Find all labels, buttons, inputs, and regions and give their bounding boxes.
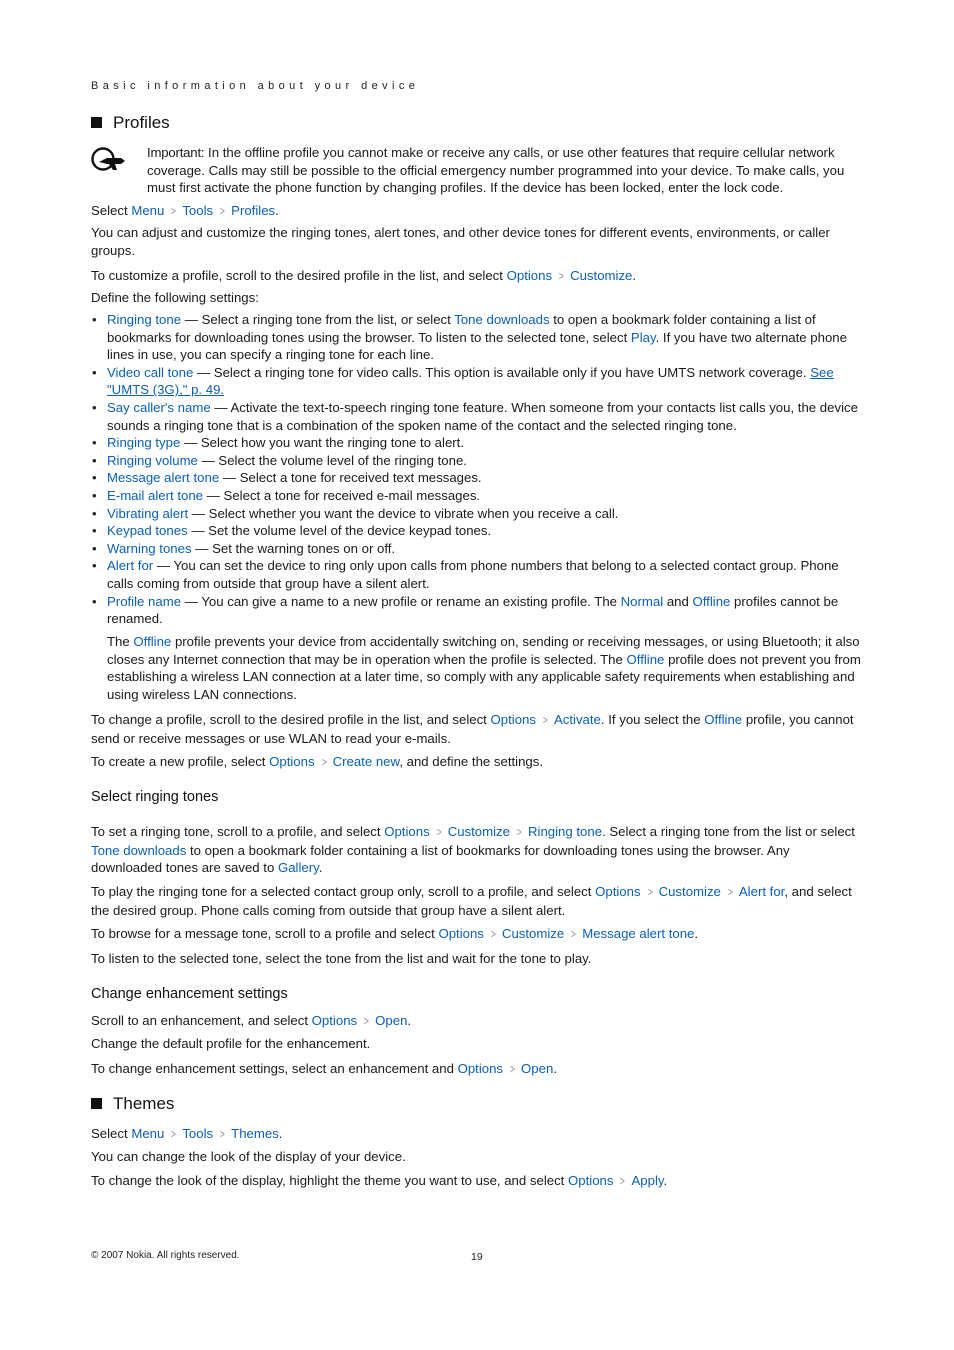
- keypad-tones-term[interactable]: Keypad tones: [107, 523, 188, 539]
- offline-link[interactable]: Offline: [692, 593, 731, 609]
- offline-paragraph: The Offline profile prevents your device from accidentally switching on, sending or receiving messages, or using Bluetooth; it also closes any Internet connection that may be in operation when the profile is selected. The Offline profile does not prevent you from establishing a wireless LAN connection at a later time, so comply with any applicable safety requirements when establishing and using wireless LAN connections.: [107, 634, 861, 702]
- chevron-right-icon: >: [220, 1127, 225, 1141]
- tools-link[interactable]: Tools: [182, 1126, 214, 1141]
- important-note: [147, 144, 864, 197]
- select-themes-path: Select Menu > Tools > Themes.: [91, 1125, 864, 1144]
- ringing-tone-link[interactable]: Ringing tone: [528, 824, 603, 839]
- vibrating-alert-term[interactable]: Vibrating alert: [107, 505, 189, 521]
- apply-link[interactable]: Apply: [631, 1173, 664, 1188]
- email-alert-tone-term[interactable]: E-mail alert tone: [107, 487, 204, 503]
- listen-paragraph: To listen to the selected tone, select the tone from the list and wait for the tone to play.: [91, 951, 592, 966]
- subsection-title-enhancement: Change enhancement settings: [91, 986, 288, 1002]
- customize-link[interactable]: Customize: [658, 884, 721, 899]
- options-link[interactable]: Options: [438, 926, 484, 941]
- section-title-profiles: Profiles: [91, 113, 170, 133]
- settings-list: [91, 311, 864, 628]
- video-call-tone-term[interactable]: Video call tone: [107, 364, 194, 380]
- section-square-icon: [91, 1098, 102, 1109]
- tools-link[interactable]: Tools: [182, 203, 214, 218]
- customize-intro: To customize a profile, scroll to the desired profile in the list, and select Options > Customize.: [91, 267, 864, 286]
- themes-look-paragraph: You can change the look of the display of your device.: [91, 1149, 406, 1164]
- see-link[interactable]: See: [810, 364, 834, 380]
- say-callers-name-term[interactable]: Say caller's name: [107, 399, 211, 415]
- ringing-tone-term[interactable]: Ringing tone: [107, 312, 182, 327]
- gallery-link[interactable]: Gallery: [277, 860, 319, 876]
- important-hand-icon: [91, 146, 127, 172]
- options-link[interactable]: Options: [457, 1061, 504, 1076]
- adjust-paragraph: You can adjust and customize the ringing tones, alert tones, and other device tones for different events, environments, or caller groups.: [91, 225, 830, 258]
- themes-link[interactable]: Themes: [231, 1126, 279, 1141]
- enhancement-default-paragraph: Change the default profile for the enhancement.: [91, 1036, 371, 1051]
- list-item: • Profile name — You can give a name to a new profile or rename an existing profile. The Normal and Offline profiles cannot be renamed.: [91, 593, 864, 628]
- chevron-right-icon: >: [490, 927, 496, 941]
- list-item: • Ringing volume — Select the volume level of the ringing tone.: [91, 452, 864, 470]
- chevron-right-icon: >: [321, 755, 327, 769]
- ringing-tone-paragraph: To set a ringing tone, scroll to a profile, and select Options > Customize > Ringing tone. Select a ringing tone from the list or select Tone downloads to open a bookmark folder containing a list of bookmarks for downloading tones using the browser. Any downloaded tones are saved to Gallery.: [91, 824, 855, 876]
- list-item: • Vibrating alert — Select whether you want the device to vibrate when you receive a call.: [91, 505, 864, 523]
- chevron-right-icon: >: [647, 885, 653, 899]
- footer-copyright: © 2007 Nokia. All rights reserved.: [91, 1250, 240, 1261]
- customize-link[interactable]: Customize: [447, 824, 510, 839]
- list-item: • Say caller's name — Activate the text-to-speech ringing tone feature. When someone from your contacts list calls you, the device sounds a ringing tone that is a combination of the spoken name of the contact and the selected ringing tone.: [91, 399, 864, 434]
- chevron-right-icon: >: [171, 1127, 177, 1141]
- list-item: • Message alert tone — Select a tone for received text messages.: [91, 469, 864, 487]
- offline-link[interactable]: Offline: [626, 651, 665, 667]
- enhancement-paragraph: Scroll to an enhancement, and select Options > Open.: [91, 1012, 864, 1031]
- menu-link[interactable]: Menu: [131, 1126, 165, 1141]
- alert-for-term[interactable]: Alert for: [107, 558, 154, 574]
- list-item: • Keypad tones — Set the volume level of the device keypad tones.: [91, 522, 864, 540]
- umts-reference-link[interactable]: "UMTS (3G)," p. 49.: [107, 382, 225, 398]
- change-profile-paragraph: To change a profile, scroll to the desired profile in the list, and select Options > Activate. If you select the Offline profile, you cannot send or receive messages or use WLAN to read your e-mails.: [91, 712, 854, 746]
- create-profile-paragraph: To create a new profile, select Options > Create new, and define the settings.: [91, 753, 864, 772]
- chevron-right-icon: >: [558, 269, 564, 283]
- chevron-right-icon: >: [542, 713, 548, 727]
- list-item: • E-mail alert tone — Select a tone for received e-mail messages.: [91, 487, 864, 505]
- chevron-right-icon: >: [509, 1062, 515, 1076]
- chevron-right-icon: >: [727, 885, 733, 899]
- alert-for-link[interactable]: Alert for: [738, 884, 785, 899]
- section-square-icon: [91, 117, 102, 128]
- message-alert-tone-term[interactable]: Message alert tone: [107, 470, 220, 486]
- offline-link[interactable]: Offline: [704, 712, 743, 727]
- define-paragraph: Define the following settings:: [91, 290, 259, 305]
- important-text: In the offline profile you cannot make or receive any calls, or use other features that require cellular network coverage. Calls may still be possible to the official emergency number programmed into your device. To make calls, you must first activate the phone function by changing profiles. If the device has been locked, enter the lock code.: [147, 145, 845, 196]
- options-link[interactable]: Options: [506, 268, 553, 283]
- menu-link[interactable]: Menu: [131, 203, 165, 218]
- profile-name-term[interactable]: Profile name: [107, 593, 182, 609]
- chevron-right-icon: >: [364, 1014, 369, 1028]
- options-link[interactable]: Options: [311, 1013, 358, 1028]
- tone-downloads-link[interactable]: Tone downloads: [91, 842, 187, 858]
- chevron-right-icon: >: [436, 825, 442, 839]
- select-profiles-path: Select Menu > Tools > Profiles.: [91, 202, 864, 221]
- profiles-link[interactable]: Profiles: [231, 203, 276, 218]
- list-item: • Video call tone — Select a ringing tone for video calls. This option is available only if you have UMTS network coverage. See "UMTS (3G)," p. 49.: [91, 364, 864, 399]
- options-link[interactable]: Options: [490, 712, 536, 727]
- customize-link[interactable]: Customize: [501, 926, 565, 941]
- chevron-right-icon: >: [516, 825, 522, 839]
- ringing-volume-term[interactable]: Ringing volume: [107, 452, 198, 468]
- activate-link[interactable]: Activate: [553, 712, 601, 727]
- page-number: 19: [471, 1251, 483, 1263]
- offline-link[interactable]: Offline: [133, 634, 172, 649]
- list-item: • Ringing tone — Select a ringing tone from the list, or select Tone downloads to open a bookmark folder containing a list of bookmarks for downloading tones using the browser. To listen to the selected tone, select Play. If you have two alternate phone lines in use, you can specify a ringing tone for each line.: [91, 311, 864, 364]
- chevron-right-icon: >: [220, 204, 225, 218]
- enhancement-settings-paragraph: To change enhancement settings, select an enhancement and Options > Open.: [91, 1060, 864, 1079]
- options-link[interactable]: Options: [595, 884, 641, 899]
- options-link[interactable]: Options: [269, 754, 315, 769]
- normal-link[interactable]: Normal: [620, 593, 664, 609]
- chevron-right-icon: >: [571, 927, 577, 941]
- contact-group-paragraph: To play the ringing tone for a selected contact group only, scroll to a profile, and select Options > Customize > Alert for, and select the desired group. Phone calls coming from outside that group have a silent alert.: [91, 884, 852, 918]
- options-link[interactable]: Options: [384, 824, 430, 839]
- open-link[interactable]: Open: [521, 1061, 554, 1076]
- ringing-type-term[interactable]: Ringing type: [107, 435, 181, 451]
- important-label: Important:: [147, 145, 205, 160]
- chevron-right-icon: >: [171, 204, 177, 218]
- list-item: • Warning tones — Set the warning tones on or off.: [91, 540, 864, 558]
- message-alert-tone-link[interactable]: Message alert tone: [582, 926, 695, 941]
- themes-apply-paragraph: To change the look of the display, highlight the theme you want to use, and select Options > Apply.: [91, 1172, 864, 1191]
- tone-downloads-link[interactable]: Tone downloads: [454, 312, 550, 327]
- list-item: • Alert for — You can set the device to ring only upon calls from phone numbers that belong to a selected contact group. Phone calls coming from outside that group have a silent alert.: [91, 557, 864, 592]
- options-link[interactable]: Options: [568, 1173, 614, 1188]
- chevron-right-icon: >: [620, 1174, 626, 1188]
- play-link[interactable]: Play: [630, 329, 656, 345]
- section-title-themes: Themes: [91, 1094, 174, 1114]
- warning-tones-term[interactable]: Warning tones: [107, 540, 192, 556]
- running-head: Basic information about your device: [91, 80, 420, 92]
- create-new-link[interactable]: Create new: [332, 754, 400, 769]
- customize-link[interactable]: Customize: [570, 268, 633, 283]
- message-tone-paragraph: To browse for a message tone, scroll to a profile and select Options > Customize > Message alert tone.: [91, 925, 864, 944]
- open-link[interactable]: Open: [375, 1013, 408, 1028]
- list-item: • Ringing type — Select how you want the ringing tone to alert.: [91, 434, 864, 452]
- subsection-title-ringing-tones: Select ringing tones: [91, 789, 219, 805]
